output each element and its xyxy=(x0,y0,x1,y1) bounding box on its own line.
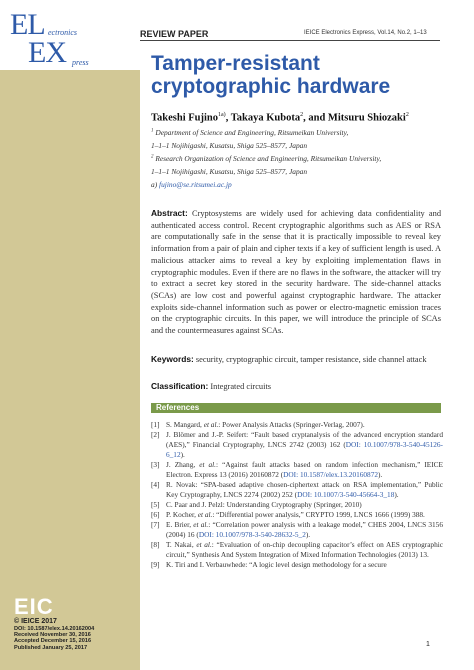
accepted-date: Accepted December 15, 2016 xyxy=(14,638,92,645)
author-list xyxy=(151,112,409,124)
reference-item: [1] S. Mangard, et al.: Power Analysis Attacks (Springer-Verlag, 2007). xyxy=(151,420,365,429)
reference-item: [9] K. Tiri and I. Verbauwhede: “A logic level design methodology for a secure xyxy=(151,560,387,569)
author-2-sup: 2 xyxy=(300,112,304,118)
logo-el: EL xyxy=(10,8,45,41)
reference-item: [3] J. Zhang, et al.: “Against fault attacks based on random infection mechanism,” IEICE Electron. Express 13 (2016) 20160872 (DOI: 10.1587/elex.13.20160872). xyxy=(151,460,443,479)
abstract-label: Abstract: xyxy=(151,208,188,218)
doi-link[interactable]: DOI: 10.1007/978-3-540-28632-5_2 xyxy=(198,530,306,539)
paper-title: Tamper-resistant cryptographic hardware xyxy=(151,52,391,98)
classification-text: Integrated circuits xyxy=(210,382,272,391)
author-1-sup: 1a) xyxy=(218,112,226,118)
received-date: Received November 30, 2016 xyxy=(14,632,91,639)
journal-reference: IEICE Electronics Express, Vol.14, No.2, 1–13 xyxy=(304,30,427,36)
email-link[interactable]: fujino@se.ritsumei.ac.jp xyxy=(159,180,232,189)
affiliation-2: $^2$ Research Organization of Science and Engineering, Ritsumeikan University, xyxy=(151,154,382,163)
affiliation-1: $^1$ Department of Science and Engineering, Ritsumeikan University, xyxy=(151,128,349,137)
author-2: , Takaya Kubota xyxy=(225,112,301,124)
reference-item: [5] C. Paar and J. Pelzl: Understanding Cryptography (Springer, 2010) xyxy=(151,500,362,509)
reference-item: [8] T. Nakai, et al.: “Evaluation of on-chip decoupling capacitor’s effect on AES cryptographic circuit,” Synthesis And System Integration of Mixed Information Technologies (2013) 13. xyxy=(151,540,443,559)
affiliation-1-address: 1–1–1 Nojihigashi, Kusatsu, Shiga 525–8577, Japan xyxy=(151,141,308,150)
header-divider xyxy=(140,40,440,41)
reference-item: [7] E. Brier, et al.: “Correlation power analysis with a leakage model,” CHES 2004, LNCS 3156 (2004) 16 (DOI: 10.1007/978-3-540-28632-5_2). xyxy=(151,520,443,539)
reference-item: [4] R. Novak: “SPA-based adaptive chosen-ciphertext attack on RSA implementation,” Public Key Cryptography, LNCS 2274 (2002) 252 (DOI: 10.1007/3-540-45664-3_18). xyxy=(151,480,443,499)
author-3-sup: 2 xyxy=(405,112,409,118)
copyright: © IEICE 2017 xyxy=(14,618,57,625)
affiliation-2-address: 1–1–1 Nojihigashi, Kusatsu, Shiga 525–8577, Japan xyxy=(151,167,308,176)
abstract xyxy=(151,208,441,337)
email-line: a) fujino@se.ritsumei.ac.jp xyxy=(151,180,232,189)
references-heading: References xyxy=(156,403,200,412)
keywords-text: security, cryptographic circuit, tamper resistance, side channel attack xyxy=(195,355,427,364)
doi: DOI: 10.1587/elex.14.20162004 xyxy=(14,626,95,632)
doi-link[interactable]: DOI: 10.1007/3-540-45664-3_18 xyxy=(297,490,395,499)
doi-link[interactable]: DOI: 10.1587/elex.13.20160872 xyxy=(283,470,378,479)
eic-logo: EIC xyxy=(14,594,54,619)
logo-ex: EX xyxy=(28,36,66,69)
keywords-label: Keywords: xyxy=(151,354,194,364)
logo-press: press xyxy=(72,58,89,67)
author-1: Takeshi Fujino xyxy=(151,112,219,124)
keywords xyxy=(151,354,441,366)
journal-logo-area xyxy=(0,0,140,70)
sidebar xyxy=(0,0,140,670)
page-number: 1 xyxy=(426,641,430,648)
logo-ectronics: ectronics xyxy=(48,28,78,37)
reference-item: [6] P. Kocher, et al.: “Differential power analysis,” CRYPTO 1999, LNCS 1666 (1999) 388. xyxy=(151,510,425,519)
author-3: , and Mitsuru Shiozaki xyxy=(303,112,406,124)
classification-label: Classification: xyxy=(151,381,209,391)
reference-item: [2] J. Blömer and J.-P. Seifert: “Fault based cryptanalysis of the advanced encryption standard (AES),” Financial Cryptography, LNCS 2742 (2003) 162 (DOI: 10.1007/978-3-540-45126-6_12). xyxy=(151,430,443,459)
publication-info xyxy=(14,618,138,651)
classification xyxy=(151,381,441,391)
doi-link[interactable]: DOI: 10.1007/978-3-540-45126-6_12 xyxy=(166,440,443,459)
reference-list xyxy=(151,420,443,570)
paper-type: REVIEW PAPER xyxy=(140,29,209,39)
abstract-text: Cryptosystems are widely used for achieving data confidentiality and authenticated access control. Recent cryptographic algorithms such as AES or RSA are computationally safe in the sense that it is practically impossible to reveal key information from a pair of plain and cipher texts if a key of sufficient length is used. A malicious attacker aims to reveal a key by exploiting implementation flaws in cryptographic modules. Even if there are no flaws in the software, the attacker will try to extract a secret key stored in the security hardware. The side-channel attacks (SCAs) are low cost and powerful against cryptographic hardware. The attacker exploits side-channel information such as power or electro-magnetic emission traces on the cryptographic circuits. In this paper, we will introduce the principle of SCAs and the countermeasures against SCAs. xyxy=(151,209,442,336)
published-date: Published January 25, 2017 xyxy=(14,644,88,651)
